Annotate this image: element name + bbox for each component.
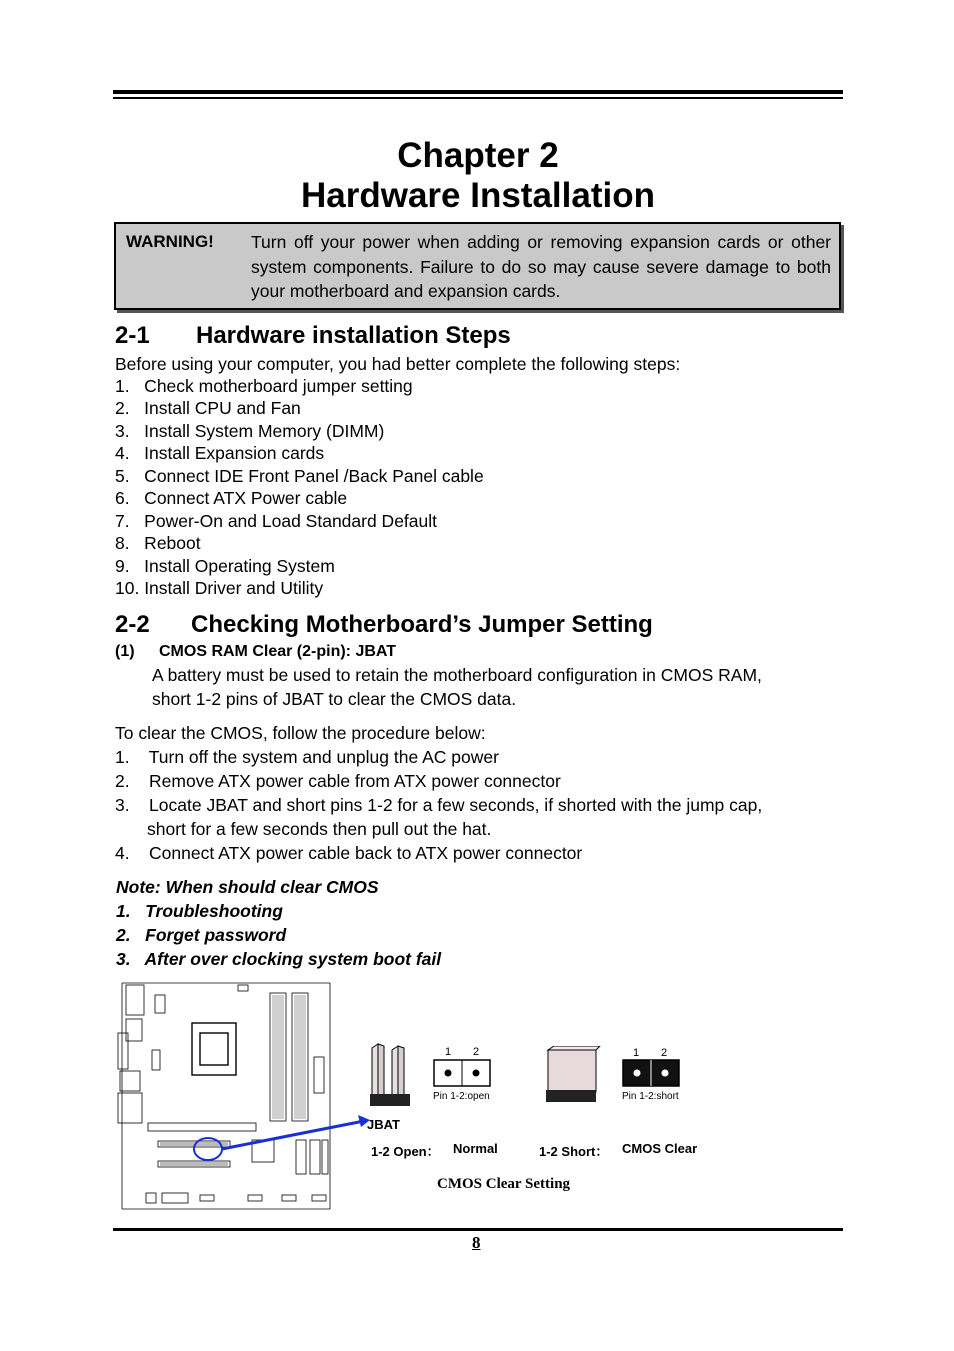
chapter-number: Chapter 2 — [397, 136, 559, 175]
list-item: 5. Connect IDE Front Panel /Back Panel cable — [115, 466, 484, 486]
jumper-open-illustration — [366, 1040, 436, 1110]
motherboard-diagram — [0, 975, 954, 1235]
pin-header-short — [622, 1059, 682, 1089]
subsection-title: CMOS RAM Clear (2-pin): JBAT — [159, 643, 397, 660]
section2-title: Checking Motherboard’s Jumper Setting — [191, 611, 653, 638]
list-item: 2. Remove ATX power cable from ATX power connector — [115, 771, 561, 791]
pin-label-2-short: 2 — [661, 1047, 668, 1059]
header-rule-thin — [113, 97, 843, 99]
note-item: 2. Forget password — [116, 925, 287, 945]
pin-label-2: 2 — [473, 1046, 480, 1058]
cmos-clear-label: CMOS Clear — [622, 1141, 698, 1156]
pin-label-1-short: 1 — [633, 1047, 640, 1059]
list-item: 2. Install CPU and Fan — [115, 398, 301, 418]
short-label: 1-2 Short： — [539, 1144, 609, 1159]
subsection-number: (1) — [115, 643, 135, 660]
cmos-paragraph-line2: short 1-2 pins of JBAT to clear the CMOS data. — [152, 689, 517, 709]
figure-caption: CMOS Clear Setting — [437, 1176, 571, 1192]
section2-number: 2-2 — [115, 611, 150, 638]
list-item: 1. Turn off the system and unplug the AC power — [115, 747, 499, 767]
pin-header-open — [433, 1059, 493, 1089]
note-item: 1. Troubleshooting — [116, 901, 283, 921]
list-item: 6. Connect ATX Power cable — [115, 488, 348, 508]
list-item-continued: short for a few seconds then pull out the hat. — [147, 819, 492, 839]
list-item: 10. Install Driver and Utility — [115, 578, 324, 598]
list-item: 7. Power-On and Load Standard Default — [115, 511, 438, 531]
chapter-title: Hardware Installation — [301, 176, 655, 215]
section1-intro: Before using your computer, you had better complete the following steps: — [115, 354, 681, 374]
section1-title: Hardware installation Steps — [196, 322, 511, 349]
section2-heading — [115, 611, 653, 639]
subsection-heading — [115, 641, 396, 663]
section1-heading — [115, 322, 511, 350]
note-title: Note: When should clear CMOS — [116, 877, 379, 897]
note-item: 3. After over clocking system boot fail — [116, 949, 442, 969]
list-item: 3. Locate JBAT and short pins 1-2 for a few seconds, if shorted with the jump cap, — [115, 795, 763, 815]
jumper-short-illustration — [544, 1046, 604, 1106]
pin-label-1: 1 — [445, 1046, 452, 1058]
short-caption: Pin 1-2:short — [622, 1091, 679, 1102]
list-item: 4. Install Expansion cards — [115, 443, 325, 463]
list-item: 8. Reboot — [115, 533, 201, 553]
warning-box — [114, 222, 841, 310]
list-item: 1. Check motherboard jumper setting — [115, 376, 413, 396]
cmos-paragraph-line1: A battery must be used to retain the motherboard configuration in CMOS RAM, — [152, 665, 762, 685]
footer-rule — [113, 1228, 843, 1231]
jbat-label: JBAT — [367, 1117, 400, 1132]
list-item: 4. Connect ATX power cable back to ATX power connector — [115, 843, 583, 863]
warning-text: Turn off your power when adding or removing expansion cards or other system components. Failure to do so may cause severe damage to both your motherboard and expansion cards. — [251, 232, 831, 301]
section1-number: 2-1 — [115, 322, 150, 349]
open-label: 1-2 Open： — [371, 1144, 440, 1159]
list-item: 3. Install System Memory (DIMM) — [115, 421, 385, 441]
normal-label: Normal — [453, 1141, 498, 1156]
header-rule-thick — [113, 90, 843, 94]
warning-label: WARNING! — [126, 232, 214, 251]
procedure-intro: To clear the CMOS, follow the procedure below: — [115, 723, 486, 743]
list-item: 9. Install Operating System — [115, 556, 335, 576]
page-number: 8 — [472, 1233, 481, 1252]
open-caption: Pin 1-2:open — [433, 1091, 490, 1102]
